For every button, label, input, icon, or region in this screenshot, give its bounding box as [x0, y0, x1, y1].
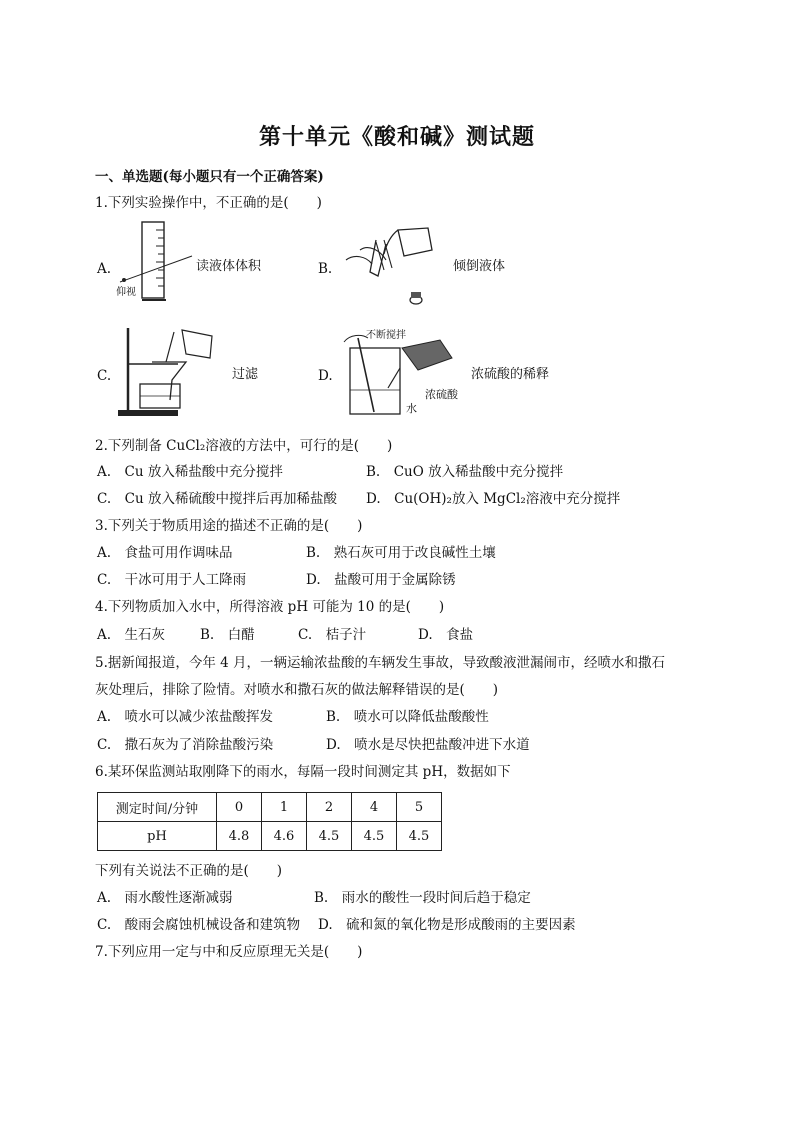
ph-table	[97, 792, 442, 851]
q5-option-b: B. 喷水可以降低盐酸酸性	[326, 709, 489, 725]
question-6-stem: 6.某环保监测站取刚降下的雨水，每隔一段时间测定其 pH，数据如下	[95, 764, 511, 780]
question-5-stem-line2: 灰处理后，排除了险情。对喷水和撒石灰的做法解释错误的是( )	[95, 682, 499, 698]
q5-option-c: C. 撒石灰为了消除盐酸污染	[97, 737, 274, 753]
question-3-stem: 3.下列关于物质用途的描述不正确的是( )	[95, 518, 363, 534]
q1-option-d-label-water: 水	[406, 402, 417, 415]
page-title: 第十单元《酸和碱》测试题	[258, 124, 535, 150]
q1-option-c-letter: C.	[97, 368, 112, 384]
ph-table-cell: 2	[307, 793, 352, 822]
q3-option-b: B. 熟石灰可用于改良碱性土壤	[306, 545, 496, 561]
q1-option-b-letter: B.	[318, 261, 333, 277]
ph-table-cell: 1	[262, 793, 307, 822]
q2-option-c: C. Cu 放入稀硫酸中搅拌后再加稀盐酸	[97, 491, 337, 507]
q2-option-a: A. Cu 放入稀盐酸中充分搅拌	[97, 464, 283, 480]
q1-option-a-letter: A.	[97, 261, 112, 277]
q1-option-c-caption: 过滤	[232, 367, 259, 382]
q4-option-a: A. 生石灰	[97, 627, 166, 643]
ph-table-cell: 4.5	[352, 822, 397, 851]
pouring-liquid-figure	[340, 220, 440, 310]
ph-table-cell: 4.5	[397, 822, 442, 851]
q1-option-d-letter: D.	[318, 368, 333, 384]
q1-option-d-label-acid: 浓硫酸	[425, 388, 458, 401]
question-4-stem: 4.下列物质加入水中，所得溶液 pH 可能为 10 的是( )	[95, 599, 445, 615]
q1-option-a-note: 仰视	[116, 287, 136, 298]
ph-table-row-time	[98, 793, 442, 822]
filtration-figure	[112, 322, 220, 422]
q6-option-d: D. 硫和氮的氧化物是形成酸雨的主要因素	[318, 917, 576, 933]
q3-option-c: C. 干冰可用于人工降雨	[97, 572, 247, 588]
q2-option-d: D. Cu(OH)₂放入 MgCl₂溶液中充分搅拌	[366, 491, 621, 507]
question-2-stem: 2.下列制备 CuCl₂溶液的方法中，可行的是( )	[95, 438, 393, 454]
ph-table-cell: 4.8	[217, 822, 262, 851]
q5-option-a: A. 喷水可以减少浓盐酸挥发	[97, 709, 274, 725]
section-heading: 一、单选题(每小题只有一个正确答案)	[95, 169, 324, 185]
q2-option-b: B. CuO 放入稀盐酸中充分搅拌	[366, 464, 564, 480]
ph-table-cell: 4.6	[262, 822, 307, 851]
q4-option-b: B. 白醋	[200, 627, 255, 643]
ph-table-header-time: 测定时间/分钟	[98, 793, 217, 822]
q6-option-a: A. 雨水酸性逐渐减弱	[97, 890, 233, 906]
q1-option-a-caption: 读液体体积	[196, 259, 262, 274]
q1-option-d-caption: 浓硫酸的稀释	[471, 367, 550, 382]
q5-option-d: D. 喷水是尽快把盐酸冲进下水道	[326, 737, 530, 753]
question-1-stem: 1.下列实验操作中，不正确的是( )	[95, 195, 322, 211]
q4-option-d: D. 食盐	[418, 627, 474, 643]
question-7-stem: 7.下列应用一定与中和反应原理无关是( )	[95, 944, 363, 960]
q1-option-b-caption: 倾倒液体	[453, 259, 506, 274]
ph-table-cell: 4	[352, 793, 397, 822]
question-6-sub-stem: 下列有关说法不正确的是( )	[95, 863, 283, 879]
ph-table-cell: 5	[397, 793, 442, 822]
ph-table-header-ph: pH	[98, 822, 217, 851]
q3-option-d: D. 盐酸可用于金属除锈	[306, 572, 456, 588]
q6-option-c: C. 酸雨会腐蚀机械设备和建筑物	[97, 917, 301, 933]
q3-option-a: A. 食盐可用作调味品	[97, 545, 233, 561]
ph-table-cell: 0	[217, 793, 262, 822]
q1-option-d-label-stir: 不断搅拌	[366, 330, 406, 341]
q6-option-b: B. 雨水的酸性一段时间后趋于稳定	[314, 890, 531, 906]
ph-table-row-ph	[98, 822, 442, 851]
q4-option-c: C. 桔子汁	[298, 627, 367, 643]
question-5-stem-line1: 5.据新闻报道，今年 4 月，一辆运输浓盐酸的车辆发生事故，导致酸液泄漏闹市，经喷水和撒石	[95, 655, 666, 671]
ph-table-cell: 4.5	[307, 822, 352, 851]
